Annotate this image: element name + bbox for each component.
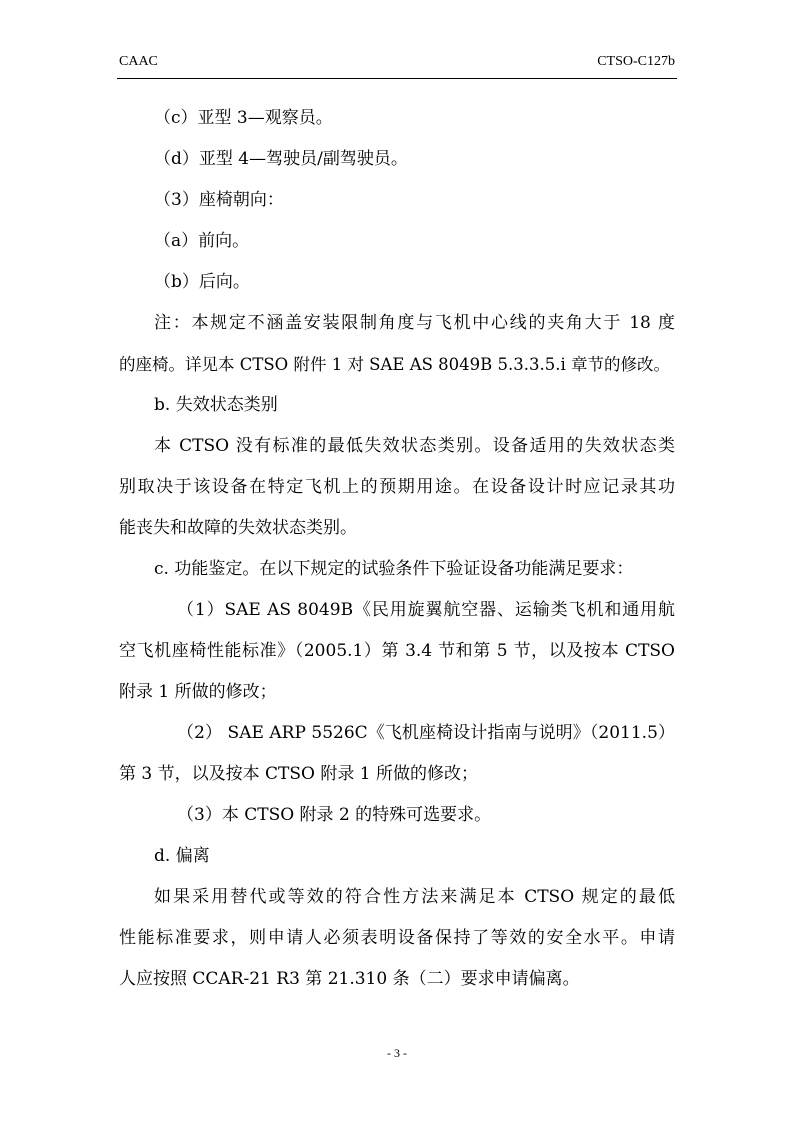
text-line-qualification-2a: （2） SAE ARP 5526C《飞机座椅设计指南与说明》（2011.5） [177,723,675,743]
text-line-qualification-2b: 第 3 节，以及按本 CTSO 附录 1 所做的修改； [119,764,478,784]
text-line-qualification-1b: 空飞机座椅性能标准》（2005.1）第 3.4 节和第 5 节，以及按本 CTSO [119,641,675,661]
text-line-rearward: （b）后向。 [154,272,250,292]
text-line-qualification-1a: （1）SAE AS 8049B《民用旋翼航空器、运输类飞机和通用航 [177,600,675,620]
page-number: - 3 - [387,1046,407,1060]
text-line-deviation-2: 性能标准要求，则申请人必须表明设备保持了等效的安全水平。申请 [119,928,675,948]
text-line-failure-3: 能丧失和故障的失效状态类别。 [119,518,357,538]
header-org-label: CAAC [119,54,158,69]
text-line-forward: （a）前向。 [154,231,250,251]
text-line-failure-1: 本 CTSO 没有标准的最低失效状态类别。设备适用的失效状态类 [154,436,675,456]
text-line-deviation-1: 如果采用替代或等效的符合性方法来满足本 CTSO 规定的最低 [154,887,675,907]
text-line-subtype-4: （d）亚型 4—驾驶员/副驾驶员。 [154,149,408,169]
text-line-failure-2: 别取决于该设备在特定飞机上的预期用途。在设备设计时应记录其功 [119,477,675,497]
page-header [119,54,675,76]
text-line-qualification-1c: 附录 1 所做的修改； [119,682,277,702]
text-line-qualification-3: （3）本 CTSO 附录 2 的特殊可选要求。 [177,805,492,825]
text-line-deviation-3: 人应按照 CCAR-21 R3 第 21.310 条（二）要求申请偏离。 [119,969,580,989]
header-divider [117,78,677,79]
section-heading-functional-qualification: c. 功能鉴定。在以下规定的试验条件下验证设备功能满足要求： [154,559,634,579]
text-line-seat-orientation: （3）座椅朝向： [154,190,284,210]
text-line-note-2: 的座椅。详见本 CTSO 附件 1 对 SAE AS 8049B 5.3.3.5.i 章节的修改。 [119,355,671,374]
text-line-note-1: 注：本规定不涵盖安装限制角度与飞机中心线的夹角大于 18 度 [154,313,675,333]
document-body [119,98,675,1000]
section-heading-deviations: d. 偏离 [154,846,210,866]
section-heading-failure-condition: b. 失效状态类别 [154,395,278,415]
header-document-number: CTSO-C127b [597,54,675,69]
text-line-subtype-3: （c）亚型 3—观察员。 [154,108,333,128]
